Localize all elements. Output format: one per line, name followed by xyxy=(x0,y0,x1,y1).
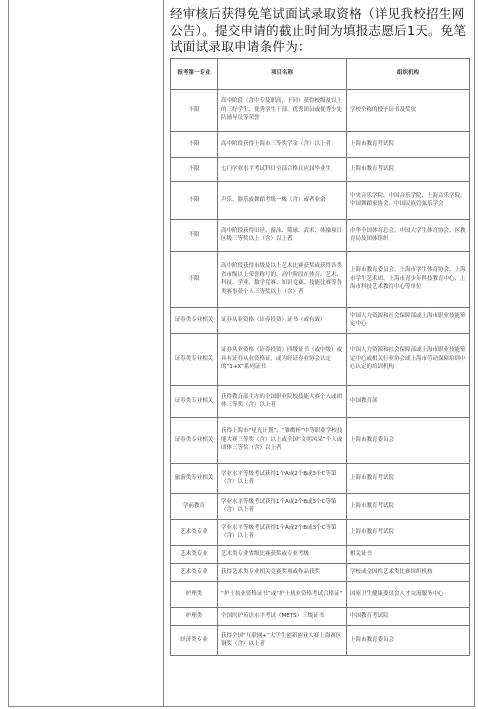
row-project: 获得艺术类专业相关竞赛奖项或作品获奖 xyxy=(218,563,347,581)
row-org: 上海市教育考试院 xyxy=(347,519,470,545)
header-major: 报考第一专业 xyxy=(171,58,218,89)
requirements-table xyxy=(170,58,470,656)
table-row xyxy=(171,131,470,157)
row-project: 艺术类专业省级比赛获奖或专业考级 xyxy=(218,545,347,563)
row-major: 证券类专业相关 xyxy=(171,417,218,463)
row-org: 相关证书 xyxy=(347,545,470,563)
row-project: 高中阶段获得上海市三等奖学金（含）以上者 xyxy=(218,131,347,157)
row-org: 国家卫生健康委员会人才交流服务中心 xyxy=(347,581,470,607)
row-major: 证券类专业相关 xyxy=(171,333,218,385)
row-org: 上海市教育委员会、上海市学生体育协会、上海市学生艺术团、上海市青少年科技教育中心、上海市科技艺术教育中心等单位 xyxy=(347,251,470,307)
row-major: 学前教育 xyxy=(171,493,218,519)
row-major: 护理类 xyxy=(171,607,218,625)
row-org: 上海市教育考试院 xyxy=(347,493,470,519)
row-org: 中华全国体育总会、中国大学生体育协会、区教育局及团体组织 xyxy=(347,219,470,251)
row-org: 上海市教育委员会 xyxy=(347,625,470,655)
row-project: 证券从业资格（证券投资）四级证书（或中级）或具有证券从业资格证，或为经证券业协会认定的“1+X”系列证书 xyxy=(218,333,347,385)
row-org: 中国人力资源和社会保障部或上海市职业技能鉴定中心 xyxy=(347,307,470,333)
row-org: 上海市教育考试院 xyxy=(347,131,470,157)
row-major: 不限 xyxy=(171,251,218,307)
row-major: 艺术类专业 xyxy=(171,545,218,563)
left-column xyxy=(9,0,164,706)
row-org: 学校全称的授予证书及奖状 xyxy=(347,89,470,131)
row-major: 不限 xyxy=(171,157,218,181)
row-project: 高中阶段获得田径、游泳、篮球、武术、体操项目区级三等奖以上（含）以上者 xyxy=(218,219,347,251)
row-org: 中国教育部 xyxy=(347,385,470,417)
table-row xyxy=(171,581,470,607)
row-project: 七门学业水平考试科目全部合格且应届毕业生 xyxy=(218,157,347,181)
header-project: 项目名称 xyxy=(218,58,347,89)
table-row xyxy=(171,219,470,251)
table-row xyxy=(171,385,470,417)
table-row xyxy=(171,607,470,625)
row-project: 证券从业资格（证券投资）证书（或有效） xyxy=(218,307,347,333)
row-major: 不限 xyxy=(171,131,218,157)
row-org: 学校或全国性艺术类比赛组织机构 xyxy=(347,563,470,581)
row-project: 获得上海市“星光计划”、“雏鹰杯”中等职业学校技能大赛三等奖（含）以上或全国“文明风采”个人或团体三等奖（含）以上者 xyxy=(218,417,347,463)
row-project: 全国医护英语水平考试（METS）三级证书 xyxy=(218,607,347,625)
row-major: 经济类专业 xyxy=(171,625,218,655)
row-major: 不限 xyxy=(171,181,218,219)
table-row xyxy=(171,519,470,545)
row-major: 旅游类专业相关 xyxy=(171,463,218,493)
table-row xyxy=(171,563,470,581)
row-project: 学业水平等级考试获得1个A或2个B或3个C等第（含）以上者 xyxy=(218,519,347,545)
row-project: 高中阶段获得市级及以上艺术比赛获奖或获得各类省市级以上荣誉称号的、高中阶段在体育、艺术、科技、学业、数学竞赛、知识竞赛、技能比赛等各类赛事获个人三等奖以上（含）者 xyxy=(218,251,347,307)
table-row xyxy=(171,251,470,307)
row-major: 不限 xyxy=(171,89,218,131)
row-project: 获得教育部主办的全国职业院校技能大赛个人或团体三等奖（含）以上者 xyxy=(218,385,347,417)
row-project: 获得全国“互联网+”大学生创新创业大赛上海赛区铜奖（含）以上者 xyxy=(218,625,347,655)
row-major: 艺术类专业 xyxy=(171,519,218,545)
row-org: 上海市教育考试院 xyxy=(347,463,470,493)
row-org: 中国教育考试院 xyxy=(347,607,470,625)
table-row xyxy=(171,307,470,333)
row-major: 不限 xyxy=(171,219,218,251)
document-frame xyxy=(8,0,475,707)
row-major: 证券类专业相关 xyxy=(171,307,218,333)
row-project: “护士执业资格证书”或“护士执业资格考试合格证” xyxy=(218,581,347,607)
row-major: 证券类专业相关 xyxy=(171,385,218,417)
row-project: 学业水平等级考试获得1个A或2个B或3个C等第（含）以上者 xyxy=(218,493,347,519)
table-row xyxy=(171,157,470,181)
row-org: 中央音乐学院、中国音乐学院、上海音乐学院、中国舞蹈家协会、中国民族管弦乐学会 xyxy=(347,181,470,219)
table-row xyxy=(171,463,470,493)
table-row xyxy=(171,333,470,385)
content-cell xyxy=(164,0,474,706)
row-project: 高中阶段（含中专及职高，下同）获得校级及以上的三好学生、优秀学生干部、优秀团员或优秀少先队辅导员等荣誉 xyxy=(218,89,347,131)
table-row xyxy=(171,181,470,219)
table-row xyxy=(171,545,470,563)
row-org: 上海市教育委员会 xyxy=(347,417,470,463)
row-major: 艺术类专业 xyxy=(171,563,218,581)
row-project: 学业水平等级考试获得1个A或2个B或3个C等第（含）以上者 xyxy=(218,463,347,493)
row-project: 声乐、器乐或舞蹈考级一级（含）或者业余 xyxy=(218,181,347,219)
table-row xyxy=(171,493,470,519)
row-org: 中国人力资源和社会保障部或上海市职业技能鉴定中心或相关行业协会或上海市劳动保障培训中心认定的培训机构 xyxy=(347,333,470,385)
intro-paragraph: 经审核后获得免笔试面试录取资格（详见我校招生网公告）。提交申请的截止时间为填报志愿后1天。免笔试面试录取申请条件为： xyxy=(170,6,467,54)
row-org: 上海市教育考试院 xyxy=(347,157,470,181)
table-row xyxy=(171,417,470,463)
table-row xyxy=(171,89,470,131)
table-row xyxy=(171,625,470,655)
header-org: 组织机构 xyxy=(347,58,470,89)
row-major: 护理类 xyxy=(171,581,218,607)
table-header-row xyxy=(171,58,470,89)
